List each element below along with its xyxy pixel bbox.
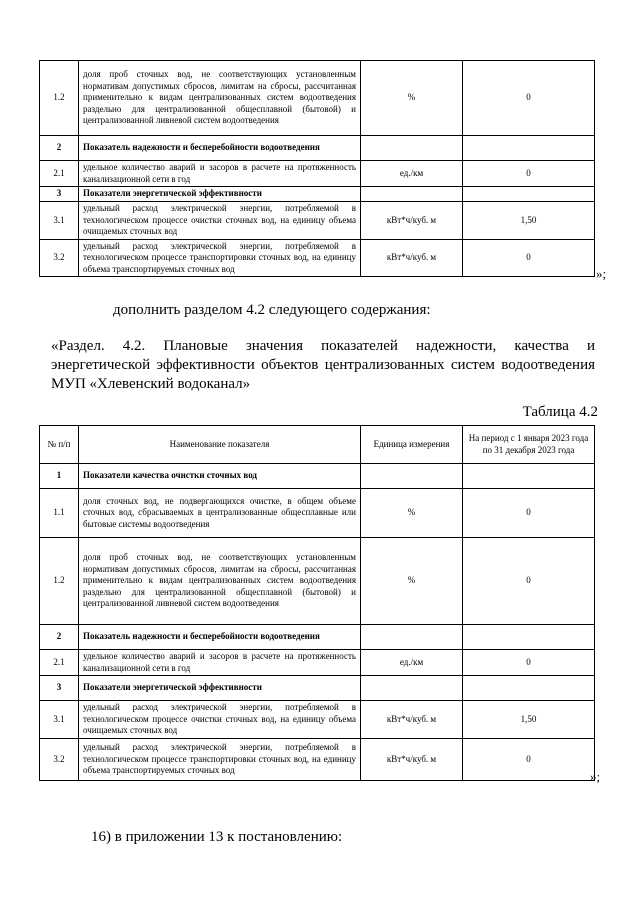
indicator-name: удельное количество аварий и засоров в расчете на протяженность канализационной сети в год: [79, 161, 361, 187]
paragraph-amendment: дополнить разделом 4.2 следующего содержания:: [113, 302, 431, 318]
section-row: [40, 676, 595, 701]
paragraph-next-item: 16) в приложении 13 к постановлению:: [91, 829, 343, 845]
table-row: [40, 489, 595, 538]
indicator-name: удельное количество аварий и засоров в расчете на протяженность канализационной сети в год: [79, 650, 361, 676]
table-row: [40, 701, 595, 739]
section-title: Показатели качества очистки сточных вод: [79, 464, 361, 489]
unit-cell: [361, 464, 463, 489]
value-cell: [463, 676, 595, 701]
row-number: 2.1: [40, 161, 79, 187]
unit-cell: %: [361, 538, 463, 625]
value-cell: 1,50: [463, 701, 595, 739]
row-number: 3.2: [40, 739, 79, 781]
value-cell: [463, 187, 595, 202]
value-cell: 0: [463, 61, 595, 136]
row-number: 1: [40, 464, 79, 489]
row-number: 1.2: [40, 538, 79, 625]
header-num: № п/п: [40, 426, 79, 464]
unit-cell: ед./км: [361, 161, 463, 187]
unit-cell: ед./км: [361, 650, 463, 676]
row-number: 3: [40, 187, 79, 202]
unit-cell: [361, 676, 463, 701]
unit-cell: кВт*ч/куб. м: [361, 202, 463, 240]
unit-cell: [361, 625, 463, 650]
indicator-name: удельный расход электрической энергии, потребляемой в технологическом процессе очистки сточных вод, на единицу объема очищаемых сточных вод: [79, 701, 361, 739]
section-heading-paragraph: «Раздел. 4.2. Плановые значения показателей надежности, качества и энергетической эффективности объектов централизованных систем водоотведения МУП «Хлевенский водоканал»: [51, 338, 595, 392]
section-title: Показатели энергетической эффективности: [79, 187, 361, 202]
section-title: Показатель надежности и бесперебойности водоотведения: [79, 136, 361, 161]
row-number: 3.1: [40, 202, 79, 240]
section-title: Показатель надежности и бесперебойности водоотведения: [79, 625, 361, 650]
row-number: 3: [40, 676, 79, 701]
indicator-name: удельный расход электрической энергии, потребляемой в технологическом процессе очистки сточных вод, на единицу объема очищаемых сточных вод: [79, 202, 361, 240]
value-cell: [463, 625, 595, 650]
section-row: [40, 187, 595, 202]
value-cell: 0: [463, 739, 595, 781]
value-cell: 1,50: [463, 202, 595, 240]
unit-cell: [361, 136, 463, 161]
section-row: [40, 464, 595, 489]
indicator-name: удельный расход электрической энергии, потребляемой в технологическом процессе транспортировки сточных вод, на единицу объема транспортируемых сточных вод: [79, 739, 361, 781]
table-row: [40, 650, 595, 676]
table-row: [40, 161, 595, 187]
unit-cell: [361, 187, 463, 202]
table-header-row: [40, 426, 595, 464]
indicator-name: доля проб сточных вод, не соответствующих установленным нормативам допустимых сбросов, лимитам на сбросы, рассчитанная применительно к видам централизованных систем водоотведения раздельно для централизованной общесплавной (бытовой) и централизованной ливневой систем водоотведения: [79, 61, 361, 136]
row-number: 1.1: [40, 489, 79, 538]
value-cell: [463, 464, 595, 489]
value-cell: 0: [463, 161, 595, 187]
header-unit: Единица измерения: [361, 426, 463, 464]
table-row: [40, 739, 595, 781]
table-row: [40, 61, 595, 136]
indicator-name: удельный расход электрической энергии, потребляемой в технологическом процессе транспортировки сточных вод, на единицу объема транспортируемых сточных вод: [79, 239, 361, 277]
table-row: [40, 202, 595, 240]
row-number: 2.1: [40, 650, 79, 676]
section-row: [40, 625, 595, 650]
value-cell: 0: [463, 239, 595, 277]
table-caption: Таблица 4.2: [522, 404, 598, 420]
unit-cell: кВт*ч/куб. м: [361, 701, 463, 739]
row-number: 3.1: [40, 701, 79, 739]
row-number: 3.2: [40, 239, 79, 277]
section-row: [40, 136, 595, 161]
unit-cell: кВт*ч/куб. м: [361, 239, 463, 277]
section-title: Показатели энергетической эффективности: [79, 676, 361, 701]
closing-quote: »;: [596, 266, 607, 281]
indicator-name: доля сточных вод, не подвергающихся очистке, в общем объеме сточных вод, сбрасываемых в централизованные общесплавные или бытовые системы водоотведения: [79, 489, 361, 538]
row-number: 1.2: [40, 61, 79, 136]
table-row: [40, 538, 595, 625]
value-cell: 0: [463, 538, 595, 625]
value-cell: [463, 136, 595, 161]
unit-cell: кВт*ч/куб. м: [361, 739, 463, 781]
table-row: [40, 239, 595, 277]
row-number: 2: [40, 625, 79, 650]
header-period: На период с 1 января 2023 года по 31 декабря 2023 года: [463, 426, 595, 464]
header-name: Наименование показателя: [79, 426, 361, 464]
row-number: 2: [40, 136, 79, 161]
unit-cell: %: [361, 489, 463, 538]
unit-cell: %: [361, 61, 463, 136]
closing-quote: »;: [590, 769, 601, 784]
indicator-name: доля проб сточных вод, не соответствующих установленным нормативам допустимых сбросов, лимитам на сбросы, рассчитанная применительно к видам централизованных систем водоотведения раздельно для централизованной общесплавной (бытовой) и централизованной ливневой систем водоотведения: [79, 538, 361, 625]
value-cell: 0: [463, 489, 595, 538]
indicators-table-4-2: [39, 425, 595, 781]
continued-indicators-table: [39, 60, 595, 277]
value-cell: 0: [463, 650, 595, 676]
